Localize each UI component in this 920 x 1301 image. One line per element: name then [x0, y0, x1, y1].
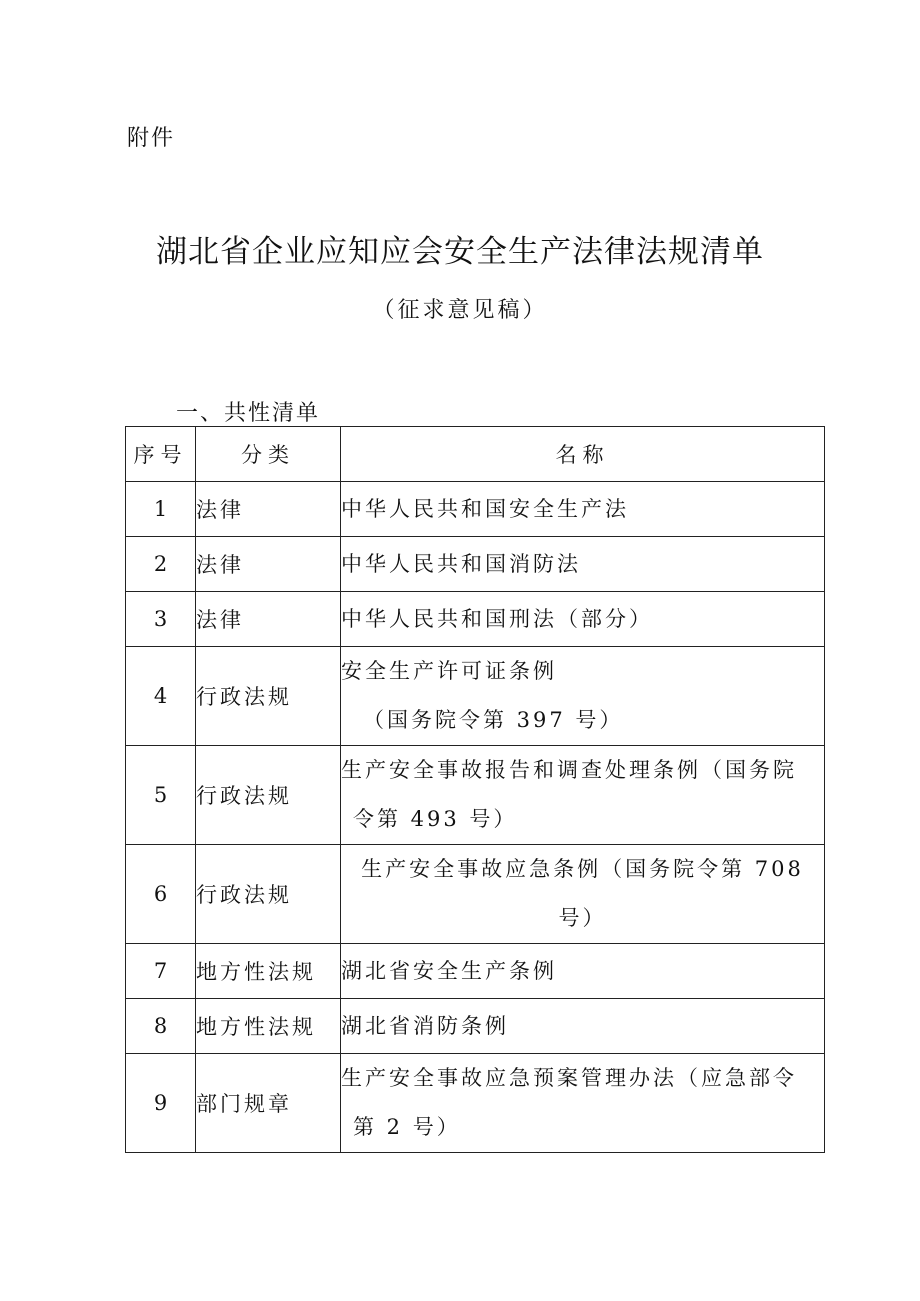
row-name: 湖北省消防条例 [341, 999, 825, 1054]
row-category: 法律 [196, 482, 341, 537]
row-category: 行政法规 [196, 746, 341, 845]
row-category: 部门规章 [196, 1054, 341, 1153]
table-row [126, 845, 825, 944]
table-row [126, 944, 825, 999]
row-category: 地方性法规 [196, 999, 341, 1054]
row-seq: 8 [126, 999, 196, 1054]
row-name-line2: （国务院令第 397 号） [363, 708, 624, 732]
row-seq: 2 [126, 537, 196, 592]
row-name [341, 1054, 825, 1153]
table-row [126, 746, 825, 845]
row-seq: 1 [126, 482, 196, 537]
row-name: 中华人民共和国安全生产法 [341, 482, 825, 537]
row-name-line1: 生产安全事故报告和调查处理条例（国务院 [341, 758, 797, 782]
row-seq: 3 [126, 592, 196, 647]
row-seq: 4 [126, 647, 196, 746]
row-category: 地方性法规 [196, 944, 341, 999]
table-row [126, 592, 825, 647]
row-name [341, 647, 825, 746]
row-name-line1: 生产安全事故应急条例（国务院令第 708 [361, 857, 804, 881]
table-row [126, 482, 825, 537]
row-name [341, 746, 825, 845]
row-seq: 6 [126, 845, 196, 944]
section-heading: 一、共性清单 [176, 401, 321, 426]
row-seq: 5 [126, 746, 196, 845]
table-header-row [126, 427, 825, 482]
table-row [126, 647, 825, 746]
row-category: 行政法规 [196, 647, 341, 746]
row-name-line2: 第 2 号） [353, 1115, 461, 1139]
row-name-line2: 令第 493 号） [353, 807, 518, 831]
table-row [126, 999, 825, 1054]
law-list-table [125, 426, 825, 1153]
row-category: 行政法规 [196, 845, 341, 944]
header-seq: 序号 [126, 427, 196, 482]
row-name-line1: 安全生产许可证条例 [341, 659, 557, 683]
row-name-line2: 号） [558, 906, 607, 930]
header-category: 分类 [196, 427, 341, 482]
row-category: 法律 [196, 592, 341, 647]
header-name: 名称 [341, 427, 825, 482]
row-name: 中华人民共和国消防法 [341, 537, 825, 592]
document-subtitle: （征求意见稿） [372, 298, 548, 323]
table-row [126, 537, 825, 592]
row-seq: 9 [126, 1054, 196, 1153]
attachment-label: 附件 [127, 126, 176, 151]
table-row [126, 1054, 825, 1153]
row-name [341, 845, 825, 944]
row-name-line1: 生产安全事故应急预案管理办法（应急部令 [341, 1066, 797, 1090]
row-category: 法律 [196, 537, 341, 592]
document-title: 湖北省企业应知应会安全生产法律法规清单 [156, 234, 764, 270]
row-seq: 7 [126, 944, 196, 999]
row-name: 中华人民共和国刑法（部分） [341, 592, 825, 647]
row-name: 湖北省安全生产条例 [341, 944, 825, 999]
